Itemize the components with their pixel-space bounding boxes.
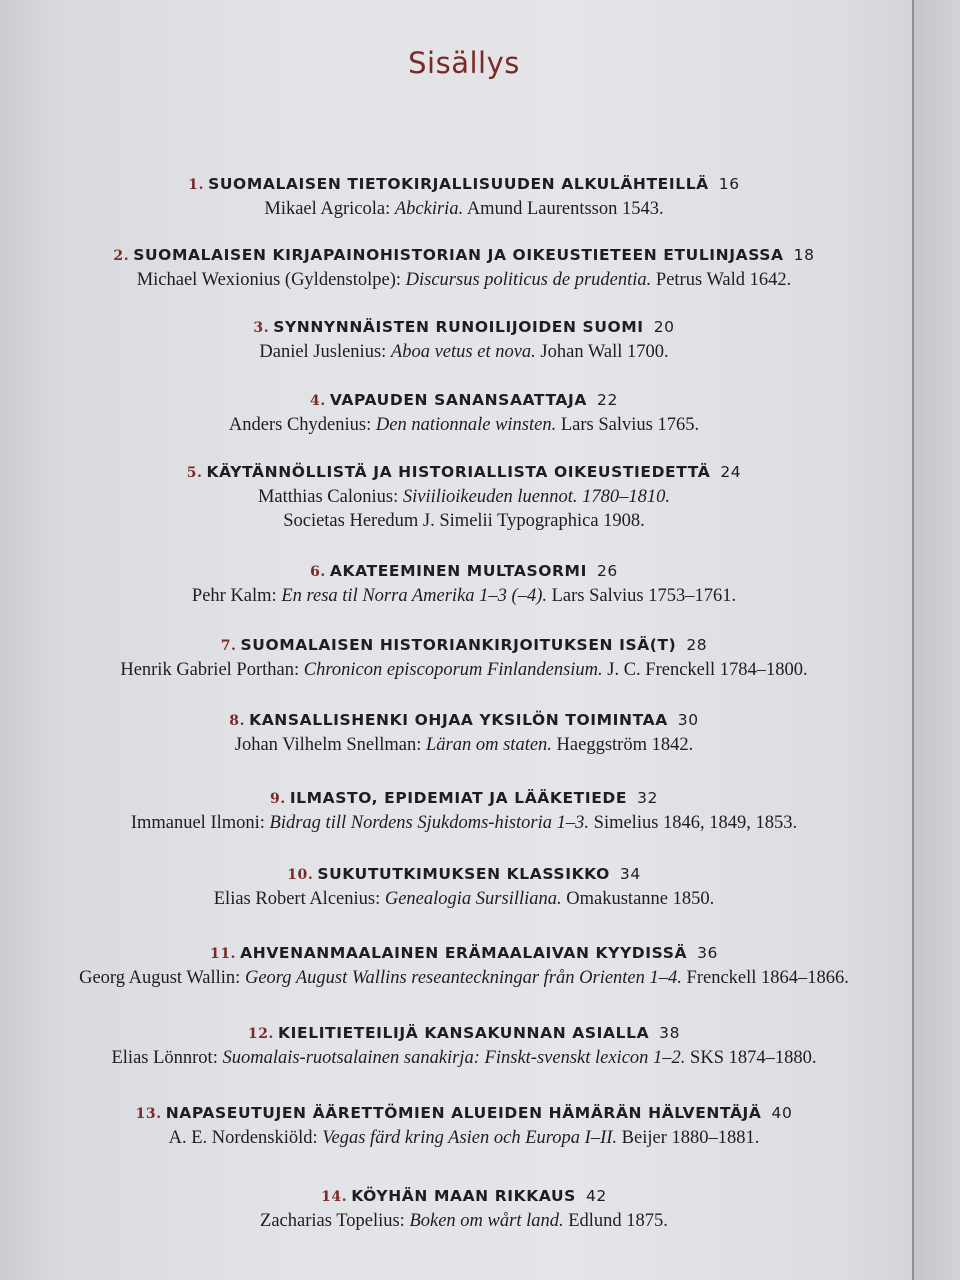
author-name: Matthias Calonius: bbox=[257, 487, 399, 507]
chapter-number: 4. bbox=[310, 393, 326, 409]
chapter-number: 2. bbox=[113, 248, 130, 264]
page-number: 36 bbox=[697, 944, 718, 962]
author-name: Georg August Wallin: bbox=[79, 968, 241, 988]
work-title: Aboa vetus et nova. bbox=[390, 342, 536, 362]
publisher-info: Frenckell 1864–1866. bbox=[686, 968, 849, 988]
chapter-heading bbox=[0, 708, 928, 733]
chapter-number: 5. bbox=[186, 465, 203, 481]
work-title: Vegas färd kring Asien och Europa I–II. bbox=[322, 1128, 618, 1148]
page-number: 40 bbox=[771, 1104, 793, 1122]
source-reference bbox=[0, 887, 928, 911]
author-name: Pehr Kalm: bbox=[191, 586, 277, 606]
work-title: Boken om wårt land. bbox=[409, 1211, 564, 1231]
page-number: 34 bbox=[619, 865, 641, 883]
chapter-title: SUOMALAISEN KIRJAPAINOHISTORIAN JA OIKEUSTIETEEN ETULINJASSA bbox=[133, 246, 784, 264]
publisher-info: Omakustanne 1850. bbox=[566, 889, 715, 909]
toc-entry bbox=[0, 633, 928, 682]
source-reference bbox=[0, 197, 928, 221]
toc-entry bbox=[0, 862, 928, 911]
chapter-heading bbox=[0, 862, 928, 887]
publisher-info: Haeggström 1842. bbox=[556, 735, 694, 755]
page-number: 30 bbox=[677, 711, 699, 729]
work-title: Discursus politicus de prudentia. bbox=[405, 270, 652, 290]
work-title: Genealogia Sursilliana. bbox=[384, 889, 562, 909]
chapter-title: AKATEEMINEN MULTASORMI bbox=[329, 562, 587, 580]
toc-entry bbox=[0, 388, 928, 437]
source-reference bbox=[0, 1209, 928, 1233]
work-title: Abckiria. bbox=[394, 199, 464, 219]
work-title: Georg August Wallins reseanteckningar från Orienten 1–4. bbox=[244, 968, 682, 988]
publisher-info: SKS 1874–1880. bbox=[690, 1048, 817, 1068]
toc-entry bbox=[0, 460, 928, 533]
publisher-info: Edlund 1875. bbox=[568, 1211, 668, 1231]
chapter-heading bbox=[0, 172, 928, 197]
author-name: Michael Wexionius (Gyldenstolpe): bbox=[136, 270, 402, 290]
author-name: Mikael Agricola: bbox=[264, 199, 391, 219]
author-name: Zacharias Topelius: bbox=[260, 1211, 405, 1231]
page-number: 26 bbox=[596, 562, 618, 580]
chapter-number: 8. bbox=[229, 713, 246, 729]
chapter-title: SYNNYNNÄISTEN RUNOILIJOIDEN SUOMI bbox=[273, 318, 644, 336]
chapter-number: 13. bbox=[135, 1106, 162, 1122]
chapter-number: 14. bbox=[321, 1189, 348, 1205]
toc-entry bbox=[0, 786, 928, 835]
chapter-heading bbox=[0, 388, 928, 413]
work-title: En resa til Norra Amerika 1–3 (–4). bbox=[281, 586, 547, 606]
source-reference bbox=[0, 340, 928, 364]
chapter-number: 1. bbox=[188, 177, 205, 193]
publisher-info: Petrus Wald 1642. bbox=[655, 270, 792, 290]
source-reference bbox=[0, 733, 928, 757]
chapter-heading bbox=[0, 1184, 928, 1209]
chapter-heading bbox=[0, 941, 928, 966]
page-number: 16 bbox=[718, 175, 740, 193]
page-number: 24 bbox=[720, 463, 742, 481]
chapter-heading bbox=[0, 315, 928, 340]
chapter-number: 7. bbox=[220, 638, 237, 654]
source-reference bbox=[0, 584, 928, 608]
toc-entry bbox=[0, 243, 928, 292]
chapter-number: 11. bbox=[210, 946, 237, 962]
chapter-heading bbox=[0, 559, 928, 584]
publisher-info: Simelius 1846, 1849, 1853. bbox=[593, 813, 798, 833]
author-name: Anders Chydenius: bbox=[228, 415, 372, 435]
chapter-title: KANSALLISHENKI OHJAA YKSILÖN TOIMINTAA bbox=[249, 711, 668, 729]
toc-entry bbox=[0, 1101, 928, 1150]
toc-entry bbox=[0, 172, 928, 221]
author-name: Johan Vilhelm Snellman: bbox=[234, 735, 422, 755]
publisher-info: J. C. Frenckell 1784–1800. bbox=[607, 660, 808, 680]
chapter-heading bbox=[0, 460, 928, 485]
chapter-title: ILMASTO, EPIDEMIAT JA LÄÄKETIEDE bbox=[289, 789, 628, 807]
chapter-title: KÄYTÄNNÖLLISTÄ JA HISTORIALLISTA OIKEUSTIEDETTÄ bbox=[206, 463, 711, 481]
page-title: Sisällys bbox=[408, 46, 520, 80]
source-reference bbox=[0, 658, 928, 682]
work-title: Den nationnale winsten. bbox=[375, 415, 557, 435]
page-number: 32 bbox=[637, 789, 659, 807]
work-title: Chronicon episcoporum Finlandensium. bbox=[303, 660, 603, 680]
work-title: Bidrag till Nordens Sjukdoms-historia 1–3. bbox=[269, 813, 590, 833]
publisher-info: Lars Salvius 1765. bbox=[560, 415, 700, 435]
chapter-title: AHVENANMAALAINEN ERÄMAALAIVAN KYYDISSÄ bbox=[240, 944, 688, 962]
work-title: Siviilioikeuden luennot. 1780–1810. bbox=[402, 487, 671, 507]
chapter-title: SUOMALAISEN HISTORIANKIRJOITUKSEN ISÄ(T) bbox=[240, 636, 677, 654]
chapter-heading bbox=[0, 1021, 928, 1046]
chapter-title: KÖYHÄN MAAN RIKKAUS bbox=[351, 1187, 576, 1205]
toc-entry bbox=[0, 315, 928, 364]
author-name: Henrik Gabriel Porthan: bbox=[120, 660, 300, 680]
chapter-title: SUOMALAISEN TIETOKIRJALLISUUDEN ALKULÄHTEILLÄ bbox=[208, 175, 709, 193]
chapter-number: 6. bbox=[310, 564, 326, 580]
author-name: Immanuel Ilmoni: bbox=[130, 813, 265, 833]
toc-entry bbox=[0, 1184, 928, 1233]
chapter-title: VAPAUDEN SANANSAATTAJA bbox=[329, 391, 587, 409]
chapter-title: SUKUTUTKIMUKSEN KLASSIKKO bbox=[317, 865, 610, 883]
chapter-number: 12. bbox=[247, 1026, 275, 1042]
chapter-heading bbox=[0, 786, 928, 811]
chapter-number: 3. bbox=[253, 320, 270, 336]
chapter-title: NAPASEUTUJEN ÄÄRETTÖMIEN ALUEIDEN HÄMÄRÄN HÄLVENTÄJÄ bbox=[165, 1104, 762, 1122]
chapter-number: 10. bbox=[287, 867, 314, 883]
page-number: 18 bbox=[793, 246, 815, 264]
publisher-info: Johan Wall 1700. bbox=[540, 342, 669, 362]
source-reference bbox=[0, 485, 928, 509]
author-name: Elias Lönnrot: bbox=[111, 1048, 218, 1068]
publisher-info: Amund Laurentsson 1543. bbox=[466, 199, 664, 219]
source-reference bbox=[0, 811, 928, 835]
chapter-heading bbox=[0, 633, 928, 658]
chapter-heading bbox=[0, 243, 928, 268]
publisher-info: Societas Heredum J. Simelii Typographica 1908. bbox=[283, 511, 645, 531]
toc-entry bbox=[0, 941, 928, 990]
source-reference bbox=[0, 1046, 928, 1070]
source-reference bbox=[0, 1126, 928, 1150]
page-number: 38 bbox=[659, 1024, 681, 1042]
page-number: 22 bbox=[597, 391, 618, 409]
toc-entry bbox=[0, 708, 928, 757]
author-name: Daniel Juslenius: bbox=[259, 342, 387, 362]
author-name: A. E. Nordenskiöld: bbox=[168, 1128, 318, 1148]
work-title: Läran om staten. bbox=[426, 735, 552, 755]
source-reference bbox=[0, 966, 928, 990]
page-number: 42 bbox=[585, 1187, 607, 1205]
chapter-heading bbox=[0, 1101, 928, 1126]
toc-entry bbox=[0, 1021, 928, 1070]
work-title: Suomalais-ruotsalainen sanakirja: Finskt-svenskt lexicon 1–2. bbox=[222, 1048, 686, 1068]
publisher-info: Beijer 1880–1881. bbox=[621, 1128, 760, 1148]
publisher-info: Lars Salvius 1753–1761. bbox=[551, 586, 737, 606]
page-number: 20 bbox=[653, 318, 675, 336]
toc-entry bbox=[0, 559, 928, 608]
author-name: Elias Robert Alcenius: bbox=[213, 889, 381, 909]
chapter-number: 9. bbox=[269, 791, 286, 807]
page-number: 28 bbox=[686, 636, 708, 654]
source-reference bbox=[0, 268, 928, 292]
chapter-title: KIELITIETEILIJÄ KANSAKUNNAN ASIALLA bbox=[278, 1024, 650, 1042]
source-reference bbox=[0, 413, 928, 437]
